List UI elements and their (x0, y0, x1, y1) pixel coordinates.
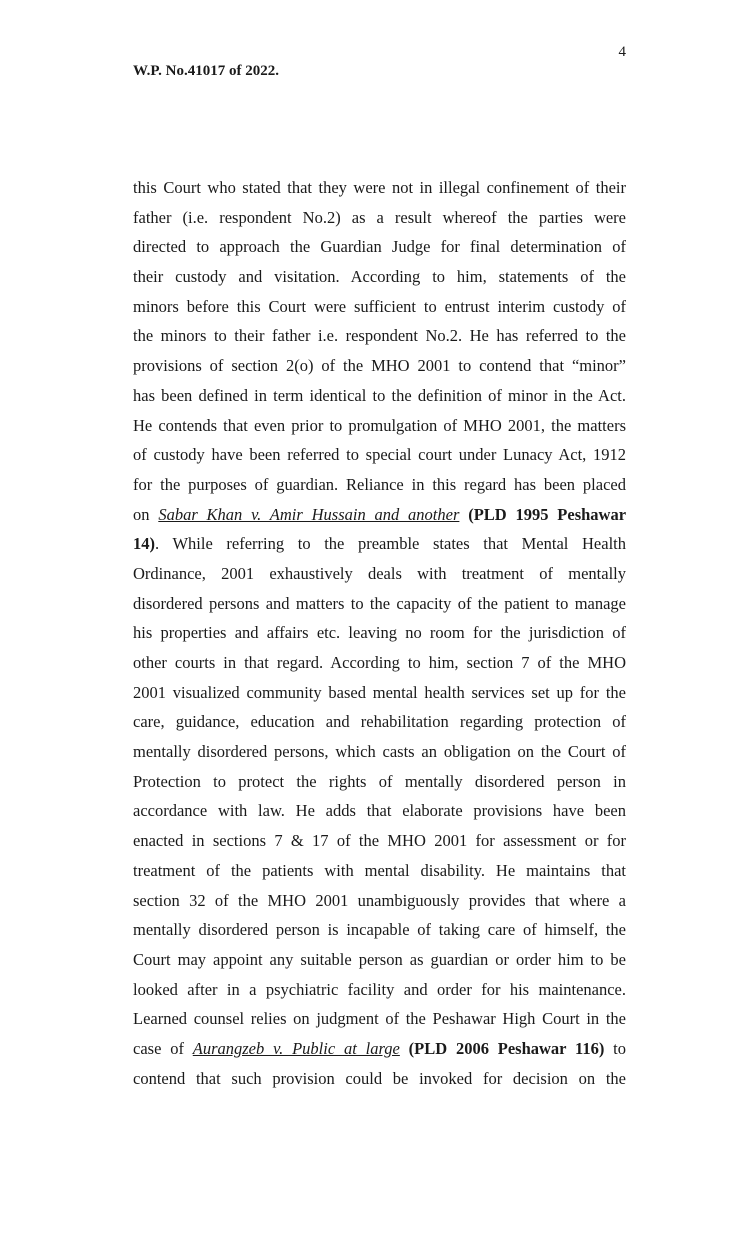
text-segment: accordance with law. He adds that elaborate provisions have been (133, 801, 626, 821)
text-line (133, 618, 626, 648)
law-report-citation: (PLD 2006 Peshawar 116) (408, 1038, 605, 1058)
text-segment: care, guidance, education and rehabilitation regarding protection of (133, 712, 626, 732)
text-segment: enacted in sections 7 & 17 of the MHO 2001 for assessment or for (133, 831, 626, 851)
text-segment: the minors to their father i.e. respondent No.2. He has referred to the (133, 326, 626, 346)
text-segment: for the purposes of guardian. Reliance in this regard has been placed (133, 474, 626, 494)
text-line (133, 737, 626, 767)
text-segment: section 32 of the MHO 2001 unambiguously provides that where a (133, 890, 626, 910)
text-segment: on (133, 504, 159, 524)
text-line (133, 203, 626, 233)
text-segment: minors before this Court were sufficient to entrust interim custody of (133, 296, 626, 316)
text-segment: . While referring to the preamble states that Mental Health (155, 534, 626, 554)
text-segment: has been defined in term identical to the definition of minor in the Act. (133, 385, 626, 405)
text-segment: contend that such provision could be invoked for decision on the (133, 1068, 626, 1088)
text-segment: Court may appoint any suitable person as guardian or order him to be (133, 949, 626, 969)
text-line (133, 500, 626, 530)
text-segment: to (604, 1038, 627, 1058)
text-line (133, 232, 626, 262)
text-line (133, 1064, 626, 1094)
text-line (133, 559, 626, 589)
text-segment: his properties and affairs etc. leaving no room for the jurisdiction of (133, 623, 626, 643)
page-number: 4 (618, 44, 626, 60)
text-line (133, 173, 626, 203)
text-segment: case of (133, 1038, 193, 1058)
text-line (133, 886, 626, 916)
text-segment: He contends that even prior to promulgation of MHO 2001, the matters (133, 415, 626, 435)
text-segment: this Court who stated that they were not in illegal confinement of their (133, 178, 626, 197)
text-line (133, 381, 626, 411)
text-line (133, 411, 626, 441)
text-line (133, 262, 626, 292)
text-line (133, 856, 626, 886)
law-report-citation: 14) (133, 534, 155, 554)
text-line (133, 321, 626, 351)
text-line (133, 826, 626, 856)
text-segment: Ordinance, 2001 exhaustively deals with treatment of mentally (133, 563, 626, 583)
text-segment: father (i.e. respondent No.2) as a result whereof the parties were (133, 207, 626, 227)
text-line (133, 915, 626, 945)
text-line (133, 589, 626, 619)
body-text (133, 173, 626, 1093)
text-line (133, 707, 626, 737)
text-segment: other courts in that regard. According to him, section 7 of the MHO (133, 653, 626, 672)
text-line (133, 767, 626, 797)
text-segment: their custody and visitation. According to him, statements of the (133, 267, 626, 287)
text-segment: of custody have been referred to special court under Lunacy Act, 1912 (133, 445, 626, 465)
text-line (133, 529, 626, 559)
text-line (133, 440, 626, 470)
text-segment: mentally disordered person is incapable of taking care of himself, the (133, 920, 626, 940)
text-segment: looked after in a psychiatric facility and order for his maintenance. (133, 979, 626, 999)
text-segment (459, 505, 468, 524)
text-segment: Learned counsel relies on judgment of the Peshawar High Court in the (133, 1009, 626, 1029)
case-citation-name: Aurangzeb v. Public at large (192, 1038, 400, 1058)
text-line (133, 796, 626, 826)
text-segment (400, 1039, 409, 1058)
text-line (133, 470, 626, 500)
text-line (133, 351, 626, 381)
text-line (133, 292, 626, 322)
text-line (133, 945, 626, 975)
text-segment: provisions of section 2(o) of the MHO 2001 to contend that “minor” (133, 356, 626, 376)
text-segment: treatment of the patients with mental disability. He maintains that (133, 860, 626, 880)
text-segment: disordered persons and matters to the capacity of the patient to manage (133, 593, 626, 613)
text-line (133, 975, 626, 1005)
text-segment: 2001 visualized community based mental health services set up for the (133, 682, 626, 702)
text-line (133, 1034, 626, 1064)
text-segment: directed to approach the Guardian Judge for final determination of (133, 237, 626, 257)
text-line (133, 1004, 626, 1034)
law-report-citation: (PLD 1995 Peshawar (468, 504, 627, 524)
text-segment: Protection to protect the rights of mentally disordered person in (133, 771, 626, 791)
text-line (133, 678, 626, 708)
text-segment: mentally disordered persons, which casts an obligation on the Court of (133, 742, 626, 762)
case-citation-name: Sabar Khan v. Amir Hussain and another (158, 504, 460, 524)
case-header: W.P. No.41017 of 2022. (133, 63, 279, 79)
text-line (133, 648, 626, 678)
